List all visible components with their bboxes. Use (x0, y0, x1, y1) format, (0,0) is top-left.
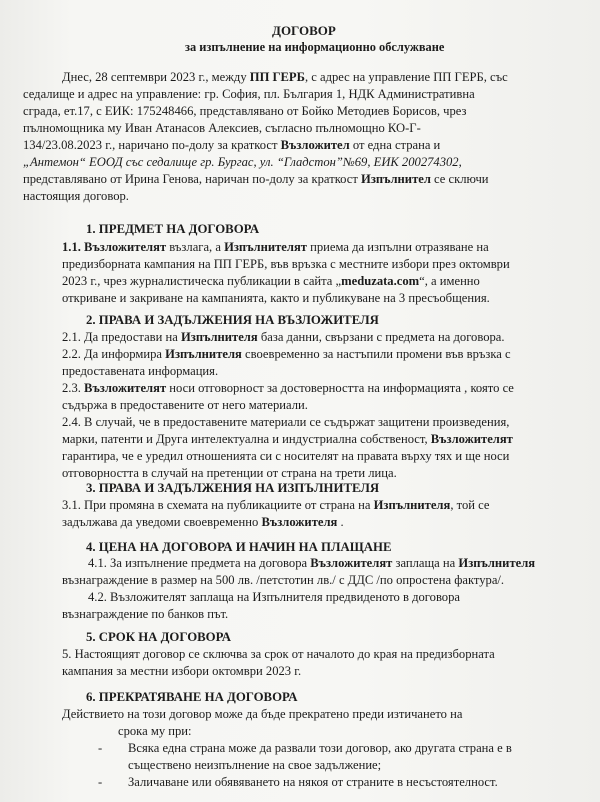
clause-number: 1.1. (62, 240, 85, 254)
clause-text: 2023 г., чрез журналистическа публикации в сайта „ (62, 274, 342, 288)
clause-text: база данни, свързани с предмета на договора. (257, 330, 505, 344)
bullet-text: Заличаване или обявяването на някоя от страните в несъстоятелност. (128, 775, 498, 789)
term-contractor: Изпълнителя (181, 330, 258, 344)
section-1-line (62, 274, 480, 289)
intro-line: „Антемон“ ЕООД със седалище гр. Бургас, ул. “Гладстон”№69, ЕИК 200274302, (23, 155, 462, 169)
clause-text: възлага, а (166, 240, 225, 254)
section-4-line: 4.2. Възложителят заплаща на Изпълнителя предвиденото в договора (88, 590, 460, 604)
clause-text: 3.1. При промяна в схемата на публикациите от страна на (62, 498, 374, 512)
term-contractor: Изпълнител (361, 172, 431, 186)
section-1-line: откриване и закриване на кампанията, както и публикуване на 3 пресъобщения. (62, 291, 490, 305)
section-2-line (62, 432, 513, 447)
section-3-heading: 3. ПРАВА И ЗАДЪЛЖЕНИЯ НА ИЗПЪЛНИТЕЛЯ (86, 481, 380, 495)
term-contractor: Изпълнителя (165, 347, 242, 361)
section-5-line: кампания за местни избори октомври 2023 г. (62, 664, 302, 678)
term-contractor: Изпълнителя (373, 498, 451, 512)
clause-text: “, а именно (419, 274, 480, 288)
intro-text: се сключи (430, 172, 489, 186)
section-2-line: 2.4. В случай, че в предоставените материали се съдържат защитени произведения, (62, 415, 510, 429)
clause-text: носи отговорност за достоверността на информацията , която се (166, 381, 514, 395)
section-2-line (62, 381, 514, 396)
section-6-heading: 6. ПРЕКРАТЯВАНЕ НА ДОГОВОРА (86, 690, 298, 704)
section-2-line: съдържа в предоставените от него материали. (62, 398, 308, 412)
term-contractor: Изпълнителят (224, 240, 307, 254)
intro-line: седалище и адрес на управление: гр. София, пл. България 1, НДК Административна (23, 87, 475, 101)
term-client: Възложител (280, 138, 350, 152)
intro-text: от една страна и (349, 138, 441, 152)
party-name-gerb: ПП ГЕРБ (249, 70, 305, 84)
section-6-line: срока му при: (118, 724, 192, 738)
section-1-heading: 1. ПРЕДМЕТ НА ДОГОВОРА (86, 222, 260, 236)
bullet-dash: - (98, 775, 103, 789)
intro-line (23, 138, 440, 153)
term-contractor: Изпълнителя (458, 556, 536, 570)
intro-line (23, 172, 489, 187)
term-client: Възложителя (261, 515, 338, 529)
intro-line: сграда, ет.17, с ЕИК: 175248466, представлявано от Бойко Методиев Борисов, чрез (23, 104, 467, 118)
document-subtitle: за изпълнение на информационно обслужване (185, 40, 445, 54)
intro-text: 134/23.08.2023 г., наричано по-долу за краткост (23, 138, 281, 152)
clause-text: приема да изпълни отразяване на (306, 240, 489, 254)
section-5-line: 5. Настоящият договор се сключва за срок от началото до края на предизборната (62, 647, 495, 661)
section-4-line (88, 556, 535, 571)
bullet-text: съществено неизпълнение на свое задължение; (128, 758, 382, 772)
section-6-line: Действието на този договор може да бъде прекратено преди изтичането на (62, 707, 463, 721)
section-2-line: предоставената информация. (62, 364, 219, 378)
section-2-line: гарантира, че е уредил отношенията си с носителят на правата върху тях и ще носи (62, 449, 510, 463)
clause-text: марки, патенти и Друга интелектуална и индустриална собственост, (62, 432, 431, 446)
clause-text: 2.3. (62, 381, 85, 395)
clause-text: . (337, 515, 344, 529)
section-2-line (62, 347, 511, 362)
section-2-line: отговорността в случай на претенции от страна на трети лица. (62, 466, 397, 480)
document-title: ДОГОВОР (272, 23, 336, 38)
term-client: Възложителят (310, 556, 393, 570)
section-3-line (62, 498, 489, 513)
section-1-line (62, 240, 489, 255)
clause-text: 2.2. Да информира (62, 347, 166, 361)
clause-text: своевременно за настъпили промени във връзка с (241, 347, 511, 361)
section-4-heading: 4. ЦЕНА НА ДОГОВОРА И НАЧИН НА ПЛАЩАНЕ (86, 540, 392, 554)
section-2-heading: 2. ПРАВА И ЗАДЪЛЖЕНИЯ НА ВЪЗЛОЖИТЕЛЯ (86, 313, 379, 327)
bullet-text: Всяка една страна може да развали този договор, ако другата страна е в (128, 741, 512, 755)
term-client: Възложителят (430, 432, 513, 446)
intro-text: Днес, 28 септември 2023 г., между (62, 70, 250, 84)
website-name: meduzata.com (341, 274, 420, 288)
bullet-dash: - (98, 741, 103, 755)
clause-text: , той се (450, 498, 490, 512)
section-4-line: възнаграждение в размер на 500 лв. /петстотин лв./ с ДДС /по опростена фактура/. (62, 573, 505, 587)
intro-line: пълномощника му Иван Атанасов Алексиев, съгласно пълномощно КО-Г- (23, 121, 421, 135)
clause-text: 4.1. За изпълнение предмета на договора (88, 556, 311, 570)
intro-line: настоящия договор. (23, 189, 129, 203)
section-3-line (62, 515, 344, 530)
term-client: Възложителят (84, 381, 167, 395)
clause-text: задължава да уведоми своевременно (62, 515, 262, 529)
clause-text: заплаща на (392, 556, 459, 570)
clause-text: 2.1. Да предостави на (62, 330, 181, 344)
intro-line (62, 70, 508, 85)
intro-text: представлявано от Ирина Генова, наричан по-долу за краткост (23, 172, 362, 186)
section-5-heading: 5. СРОК НА ДОГОВОРА (86, 630, 232, 644)
intro-text: , с адрес на управление ПП ГЕРБ, със (304, 70, 508, 84)
section-4-line: възнаграждение по банков път. (62, 607, 229, 621)
section-2-line (62, 330, 505, 345)
section-1-line: предизборната кампания на ПП ГЕРБ, във връзка с местните избори през октомври (62, 257, 510, 271)
term-client: Възложителят (84, 240, 167, 254)
